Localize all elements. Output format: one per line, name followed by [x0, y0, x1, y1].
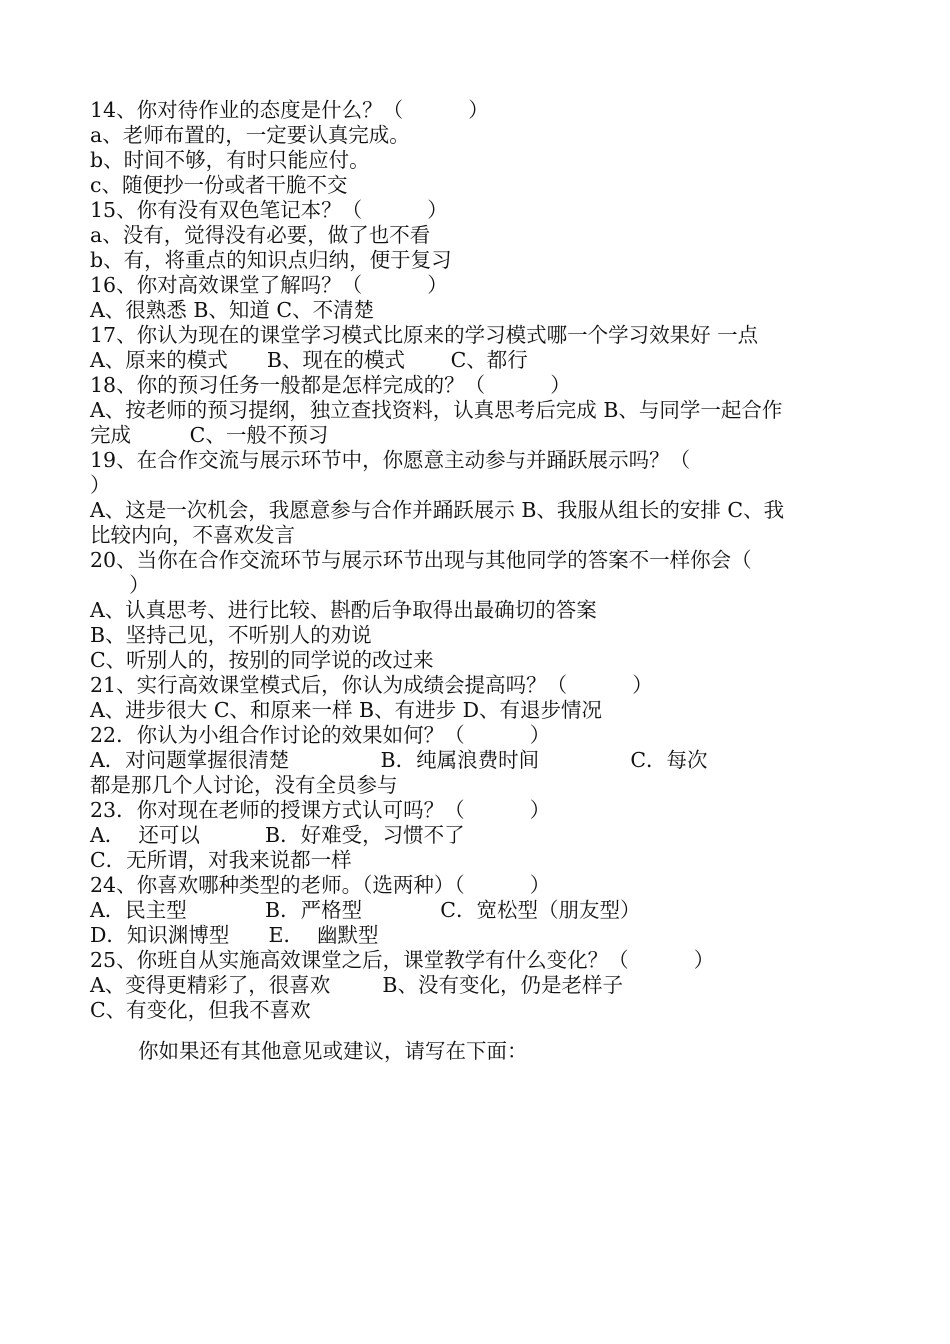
option-line: D．知识渊博型 E． 幽默型 — [90, 923, 379, 947]
option-line: A、认真思考、进行比较、斟酌后争取得出最确切的答案 — [90, 598, 597, 622]
option-line: 完成 C、一般不预习 — [90, 423, 329, 447]
question-19-bracket: ） — [90, 473, 111, 497]
option-line: A．民主型 B．严格型 C．宽松型（朋友型） — [90, 898, 641, 922]
questionnaire-page — [90, 98, 860, 1064]
option-line: C、听别人的，按别的同学说的改过来 — [90, 648, 434, 672]
option-line: A、很熟悉 B、知道 C、不清楚 — [90, 298, 375, 322]
option-line: C、有变化，但我不喜欢 — [90, 998, 311, 1022]
option-line: b、有，将重点的知识点归纳，便于复习 — [90, 248, 452, 272]
option-line: a、老师布置的，一定要认真完成。 — [90, 123, 410, 147]
question-15: 15、你有没有双色笔记本？（ ） — [90, 198, 448, 222]
question-25: 25、你班自从实施高效课堂之后，课堂教学有什么变化？（ ） — [90, 948, 715, 972]
paragraph-spacer — [90, 1023, 860, 1039]
question-20-bracket: ） — [90, 573, 150, 597]
option-line: 比较内向，不喜欢发言 — [90, 523, 295, 547]
option-line: A、这是一次机会，我愿意参与合作并踊跃展示 B、我服从组长的安排 C、我 — [90, 498, 785, 522]
question-21: 21、实行高效课堂模式后，你认为成绩会提高吗？（ ） — [90, 673, 653, 697]
closing-prompt: 你如果还有其他意见或建议，请写在下面： — [138, 1039, 528, 1063]
option-line: b、时间不够，有时只能应付。 — [90, 148, 370, 172]
option-line: A、原来的模式 B、现在的模式 C、都行 — [90, 348, 528, 372]
option-line: a、没有，觉得没有必要，做了也不看 — [90, 223, 431, 247]
option-line: A、进步很大 C、和原来一样 B、有进步 D、有退步情况 — [90, 698, 603, 722]
question-16: 16、你对高效课堂了解吗？（ ） — [90, 273, 448, 297]
question-20: 20、当你在合作交流环节与展示环节出现与其他同学的答案不一样你会（ — [90, 548, 752, 572]
option-line: C．无所谓，对我来说都一样 — [90, 848, 352, 872]
question-23: 23．你对现在老师的授课方式认可吗？（ ） — [90, 798, 551, 822]
option-line: A． 还可以 B．好难受，习惯不了 — [90, 823, 465, 847]
question-17: 17、你认为现在的课堂学习模式比原来的学习模式哪一个学习效果好 一点 — [90, 323, 759, 347]
question-22: 22．你认为小组合作讨论的效果如何？（ ） — [90, 723, 551, 747]
option-line: 都是那几个人讨论，没有全员参与 — [90, 773, 398, 797]
question-18: 18、你的预习任务一般都是怎样完成的？（ ） — [90, 373, 571, 397]
question-14: 14、你对待作业的态度是什么？（ ） — [90, 98, 489, 122]
option-line: A、变得更精彩了，很喜欢 B、没有变化，仍是老样子 — [90, 973, 623, 997]
question-19: 19、在合作交流与展示环节中，你愿意主动参与并踊跃展示吗？（ — [90, 448, 691, 472]
option-line: A．对问题掌握很清楚 B．纯属浪费时间 C．每次 — [90, 748, 708, 772]
option-line: A、按老师的预习提纲，独立查找资料，认真思考后完成 B、与同学一起合作 — [90, 398, 783, 422]
option-line: B、坚持己见，不听别人的劝说 — [90, 623, 372, 647]
question-24: 24、你喜欢哪种类型的老师。（选两种）（ ） — [90, 873, 551, 897]
option-line: c、随便抄一份或者干脆不交 — [90, 173, 348, 197]
